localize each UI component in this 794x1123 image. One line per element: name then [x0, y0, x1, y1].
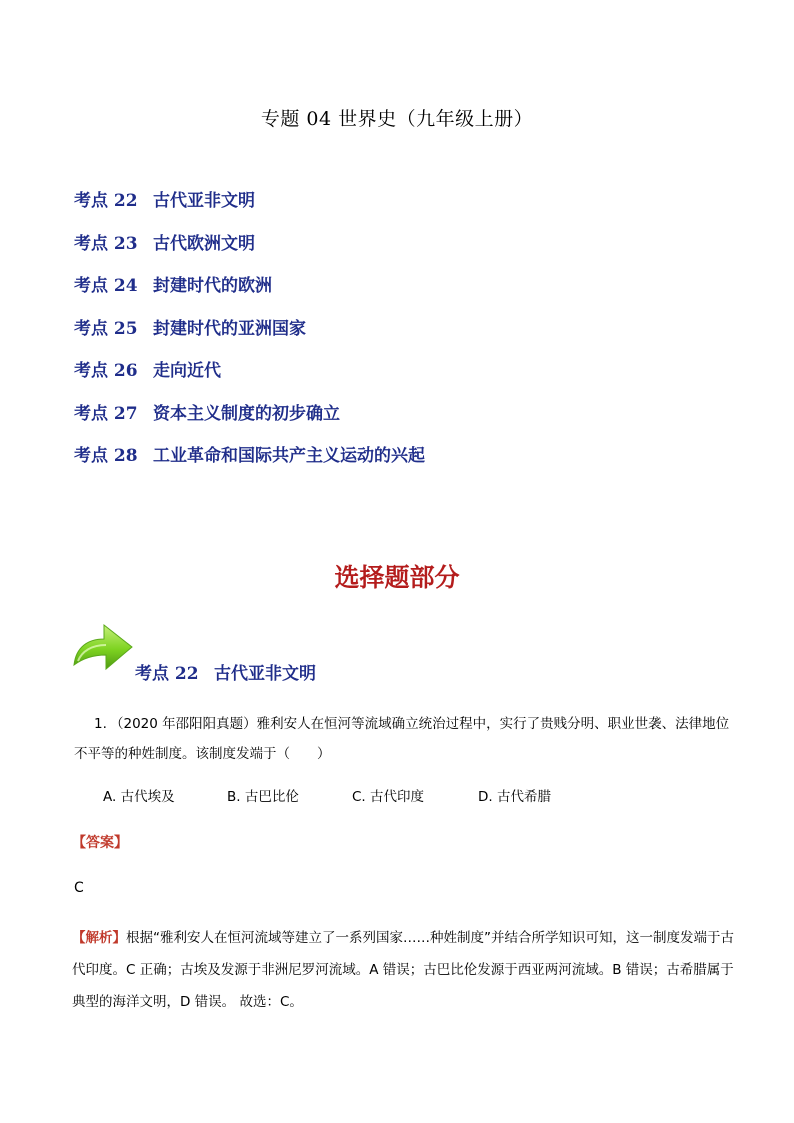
option-b[interactable]: B. 古巴比伦	[227, 789, 299, 805]
question-number: 1.	[94, 716, 107, 732]
option-c[interactable]: C. 古代印度	[352, 789, 425, 805]
toc-item[interactable]	[74, 359, 425, 402]
answer-label: 【答案】	[72, 835, 128, 851]
arrow-right-icon	[70, 617, 136, 677]
question-1	[74, 709, 734, 769]
subsection-label: 古代亚非文明	[214, 664, 316, 684]
page-title: 专题 04 世界史（九年级上册）	[260, 108, 534, 130]
analysis-paragraph	[72, 922, 736, 1018]
toc-item-number: 考点 26	[74, 361, 138, 381]
toc-item-number: 考点 28	[74, 446, 138, 466]
toc-item-number: 考点 22	[74, 191, 138, 211]
toc-item-label: 工业革命和国际共产主义运动的兴起	[153, 446, 425, 466]
toc-item-number: 考点 24	[74, 276, 138, 296]
subsection-number: 考点 22	[135, 664, 199, 684]
option-d[interactable]: D. 古代希腊	[478, 789, 551, 805]
toc-item-label: 封建时代的亚洲国家	[153, 318, 306, 339]
subsection-heading	[135, 659, 316, 684]
toc-item[interactable]	[74, 189, 425, 232]
section-title: 选择题部分	[334, 563, 460, 592]
toc-item-label: 古代欧洲文明	[153, 233, 255, 254]
toc-item-number: 考点 23	[74, 233, 138, 254]
toc-item[interactable]	[74, 274, 425, 317]
question-options	[103, 785, 551, 805]
toc-item-number: 考点 27	[74, 403, 138, 424]
analysis-text: 根据“雅利安人在恒河流域等建立了一系列国家……种姓制度”并结合所学知识可知，这一制度发端于古代印度。C 正确；古埃及发源于非洲尼罗河流域。A 错误；古巴比伦发源于西亚两河流域。B 错误；古希腊属于典型的海洋文明，D 错误。 故选：C。	[72, 930, 734, 1010]
toc-item[interactable]	[74, 444, 425, 487]
analysis-label: 【解析】	[72, 930, 126, 946]
question-text: （2020 年邵阳阳真题）雅利安人在恒河等流域确立统治过程中，实行了贵贱分明、职业世袭、法律地位不平等的种姓制度。该制度发端于（ ）	[74, 716, 730, 762]
toc-item-label: 封建时代的欧洲	[153, 276, 272, 296]
toc-item-label: 走向近代	[153, 361, 221, 381]
toc-list	[74, 189, 425, 487]
toc-item-label: 资本主义制度的初步确立	[153, 403, 340, 424]
option-a[interactable]: A. 古代埃及	[103, 789, 175, 805]
toc-item[interactable]	[74, 402, 425, 445]
toc-item[interactable]	[74, 317, 425, 360]
toc-item-number: 考点 25	[74, 318, 138, 339]
toc-item-label: 古代亚非文明	[153, 191, 255, 211]
answer-value: C	[74, 880, 84, 896]
toc-item[interactable]	[74, 232, 425, 275]
